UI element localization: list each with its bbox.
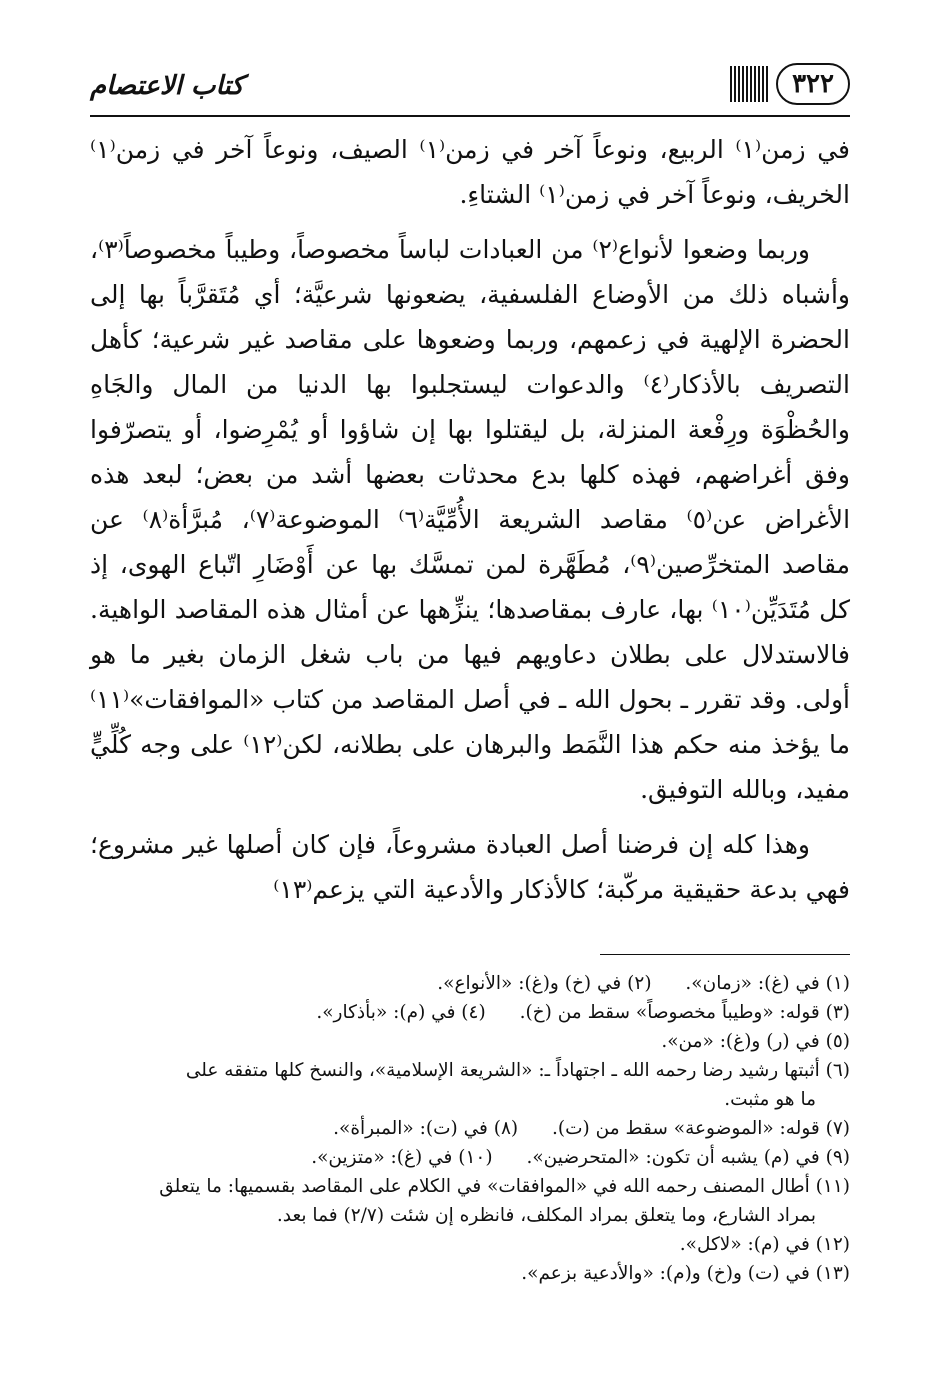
paragraph-2: وربما وضعوا لأنواع⁽٢⁾ من العبادات لباساً مخصوصاً، وطيباً مخصوصاً⁽٣⁾، وأشباه ذلك من الأوضاع الفلسفية، يضعونها شرعيَّة؛ أي مُتَقرَّباً بها إلى الحضرة الإلهية في زعمهم، وربما وضعوها على مقاصد غير شرعية؛ كأهل التصريف بالأذكار⁽٤⁾ والدعوات ليستجلبوا بها الدنيا من المال والجَاهِ والحُظْوَة ورِفْعة المنزلة، بل ليقتلوا بها إن شاؤوا أو يُمْرِضوا، أو يتصرّفوا وفق أغراضهم، فهذه كلها بدع محدثات بعضها أشد من بعض؛ لبعد هذه الأغراض عن⁽٥⁾ مقاصد الشريعة الأُمِّيَّة⁽٦⁾ الموضوعة⁽٧⁾، مُبرَّأة⁽٨⁾ عن مقاصد المتخرِّصين⁽٩⁾، مُطَهَّرة لمن تمسَّك بها عن أَوْضَارِ اتّباع الهوى، إذ كل مُتَدَيِّن⁽١٠⁾ بها، عارف بمقاصدها؛ ينزِّهها عن أمثال هذه المقاصد الواهية. فالاستدلال على بطلان دعاويهم فيها من باب شغل الزمان بغير ما هو أولى. وقد تقرر ـ بحول الله ـ في أصل المقاصد من كتاب «الموافقات»⁽١١⁾ ما يؤخذ منه حكم هذا النَّمَط والبرهان على بطلانه، لكن⁽١٢⁾ على وجه كُلِّيٍّ مفيد، وبالله التوفيق. bbox=[90, 235, 851, 804]
header-ornament bbox=[730, 66, 770, 102]
footnote-5: (٥) في (ر) و(غ): «من». bbox=[661, 1031, 850, 1052]
page-number: ٣٢٢ bbox=[776, 63, 850, 105]
footnote-8: (٨) في (ت): «المبرأة». bbox=[333, 1118, 519, 1139]
footnote-7: (٧) قوله: «الموضوعة» سقط من (ت). bbox=[552, 1118, 850, 1139]
footnote-9: (٩) في (م) يشبه أن تكون: «المتحرضين». bbox=[526, 1147, 850, 1168]
paragraph-1: في زمن⁽١⁾ الربيع، ونوعاً آخر في زمن⁽١⁾ الصيف، ونوعاً آخر في زمن⁽١⁾ الخريف، ونوعاً آخر في زمن⁽١⁾ الشتاءِ. bbox=[90, 135, 850, 209]
footnote-1: (١) في (غ): «زمان». bbox=[685, 973, 850, 994]
paragraph-3: وهذا كله إن فرضنا أصل العبادة مشروعاً، فإن كان أصلها غير مشروع؛ فهي بدعة حقيقية مركّبة؛ كالأذكار والأدعية التي يزعم⁽١٣⁾ bbox=[90, 830, 850, 904]
footnote-10: (١٠) في (غ): «متزين». bbox=[311, 1147, 493, 1168]
book-page bbox=[90, 55, 850, 1288]
main-text bbox=[90, 127, 850, 912]
footnote-12: (١٢) في (م): «لاكل». bbox=[679, 1234, 850, 1255]
footnote-separator bbox=[600, 954, 850, 955]
footnote-3: (٣) قوله: «وطيباً مخصوصاً» سقط من (خ). bbox=[519, 1002, 850, 1023]
page-number-badge bbox=[730, 63, 850, 105]
footnote-row bbox=[90, 998, 850, 1027]
footnote-6-continued: ما هو مثبت. bbox=[724, 1089, 816, 1110]
footnote-11-continued: بمراد الشارع، وما يتعلق بمراد المكلف، فانظره إن شئت (٢/٧) فما بعد. bbox=[276, 1205, 816, 1226]
footnote-6: (٦) أثبتها رشيد رضا رحمه الله ـ اجتهاداً ـ: «الشريعة الإسلامية»، والنسخ كلها متفقه على bbox=[185, 1060, 850, 1081]
footnotes bbox=[90, 969, 850, 1288]
footnote-row bbox=[90, 969, 850, 998]
book-title: كتاب الاعتصام bbox=[90, 71, 244, 101]
footnote-2: (٢) في (خ) و(غ): «الأنواع». bbox=[437, 973, 652, 994]
footnote-row bbox=[90, 1143, 850, 1172]
footnote-row bbox=[90, 1114, 850, 1143]
footnote-13: (١٣) في (ت) و(خ) و(م): «والأدعية بزعم». bbox=[521, 1263, 850, 1284]
page-header bbox=[90, 55, 850, 117]
footnote-11: (١١) أطال المصنف رحمه الله في «الموافقات» في الكلام على المقاصد بقسميها: ما يتعلق bbox=[159, 1176, 850, 1197]
footnote-4: (٤) في (م): «بأذكار». bbox=[316, 1002, 486, 1023]
